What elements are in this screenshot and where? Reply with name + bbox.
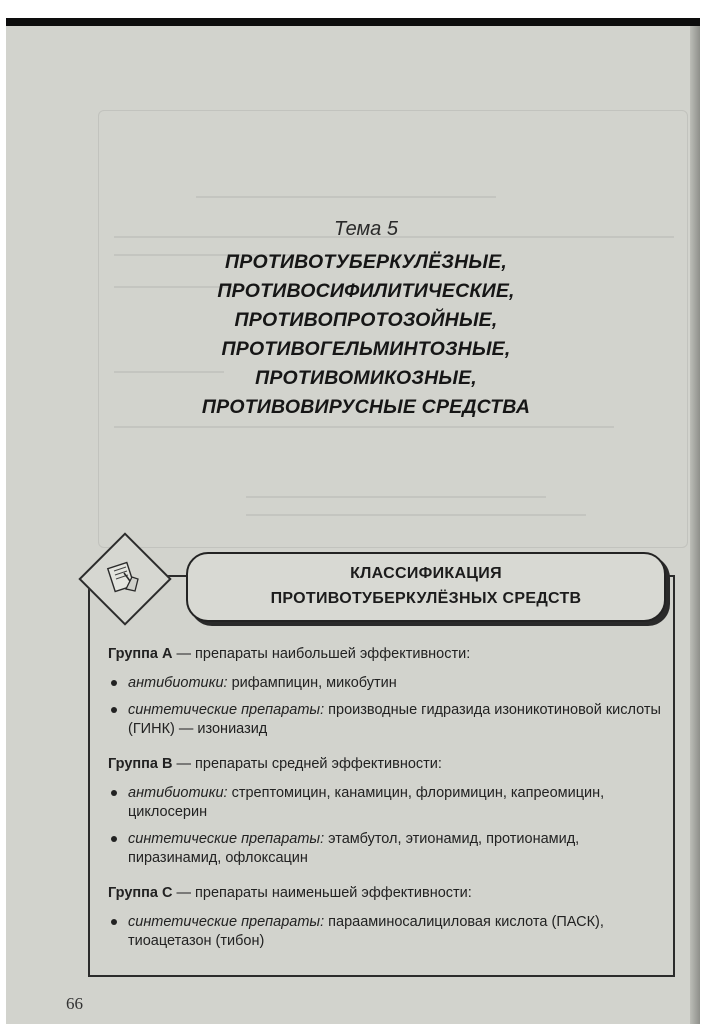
group-description: — препараты наименьшей эффективности: [172,885,472,901]
list-item [108,784,668,822]
group-items [108,784,668,868]
bleed-through-line [246,496,546,498]
page-number: 66 [66,994,83,1013]
item-category: антибиотики: [128,785,228,801]
hand-writing-icon [102,555,146,599]
list-item [108,701,668,739]
group-description: — препараты наибольшей эффективности: [172,646,471,662]
bleed-through-line [196,196,496,198]
item-category: синтетические препараты: [128,914,325,930]
group-title [108,755,668,774]
group-a [108,645,668,739]
classification-heading [186,552,666,622]
item-text: производные гидразида изоникотиновой кислоты (ГИНК) — изониазид [128,702,661,737]
group-c [108,884,668,951]
item-text: стрептомицин, канамицин, флоримицин, капреомицин, циклосерин [128,785,605,820]
classification-heading-line: КЛАССИФИКАЦИЯ [350,565,502,582]
group-b [108,755,668,868]
item-category: синтетические препараты: [128,831,325,847]
item-category: синтетические препараты: [128,702,325,718]
topic-title-line: ПРОТИВОВИРУСНЫЕ СРЕДСТВА [201,396,531,418]
topic-title-line: ПРОТИВОСИФИЛИТИЧЕСКИЕ, [217,280,515,302]
group-description: — препараты средней эффективности: [172,756,442,772]
list-item [108,913,668,951]
group-title [108,884,668,903]
group-name: Группа С [108,885,173,901]
item-text: рифампицин, микобутин [227,675,397,691]
topic-number: Тема 5 [334,218,398,240]
item-text: этамбутол, этионамид, протионамид, пиразинамид, офлоксацин [128,831,580,866]
page-edge-shadow [690,26,700,1024]
list-item [108,674,668,693]
classification-heading-line: ПРОТИВОТУБЕРКУЛЁЗНЫХ СРЕДСТВ [270,590,582,607]
topic-title-line: ПРОТИВОПРОТОЗОЙНЫЕ, [234,309,498,331]
topic-title-line: ПРОТИВОТУБЕРКУЛЁЗНЫЕ, [225,251,507,273]
item-text: парааминосалициловая кислота (ПАСК), тиоацетазон (тибон) [128,914,604,949]
topic-title-line: ПРОТИВОМИКОЗНЫЕ, [255,367,477,389]
item-category: антибиотики: [128,675,228,691]
bleed-through-line [114,426,614,428]
bleed-through-line [246,514,586,516]
list-item [108,830,668,868]
group-items [108,913,668,951]
topic-title-line: ПРОТИВОГЕЛЬМИНТОЗНЫЕ, [221,338,511,360]
classification-content [108,645,668,967]
topic-title [0,248,708,422]
group-title [108,645,668,664]
group-name: Группа В [108,756,173,772]
group-items [108,674,668,739]
group-name: Группа А [108,646,173,662]
